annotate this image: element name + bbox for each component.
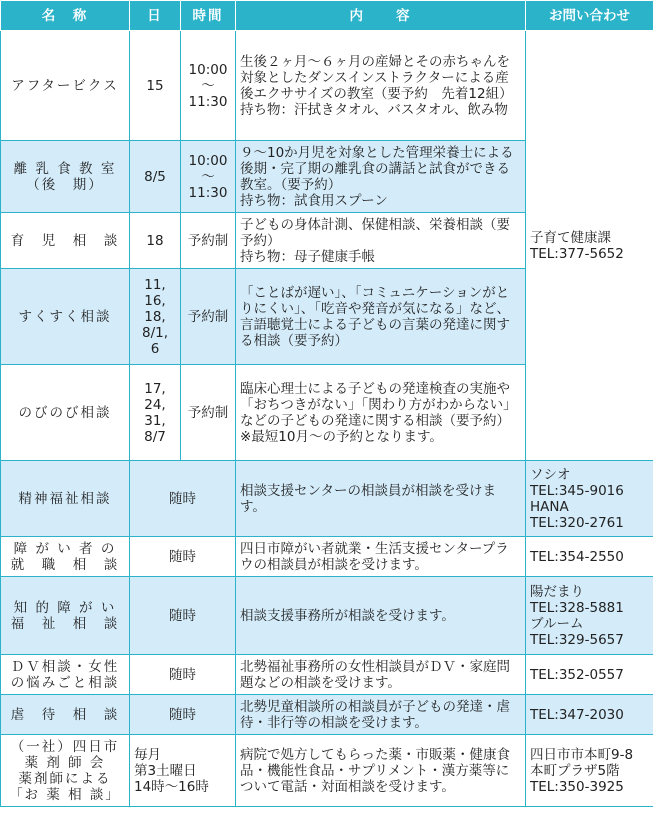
row-day: 17, 24, 31, 8/7 [130, 365, 181, 461]
row-day: 11, 16, 18, 8/1, 6 [130, 269, 181, 365]
row-when: 随時 [130, 695, 236, 735]
row-when: 随時 [130, 461, 236, 537]
row-name: すくすく相談 [1, 269, 130, 365]
row-contact: TEL:347-2030 [526, 695, 653, 735]
row-day: 15 [130, 31, 181, 141]
row-content: 北勢児童相談所の相談員が子どもの発達・虐待・非行等の相談を受けます。 [236, 695, 526, 735]
row-content: 臨床心理士による子どもの発達検査の実施や「おちつきがない」「関わり方がわからない」などの子どもの発達に関する相談（要予約） ※最短10月～の予約となります。 [236, 365, 526, 461]
table-row [1, 31, 653, 141]
header-name: 名 称 [1, 1, 130, 31]
table-row [1, 735, 653, 807]
row-name: 精神福祉相談 [1, 461, 130, 537]
row-name: 知 的 障 が い 福 祉 相 談 [1, 577, 130, 655]
row-name: （一社）四日市 薬 剤 師 会 薬剤師による 「お 薬 相 談」 [1, 735, 130, 807]
row-day: 18 [130, 213, 181, 269]
row-name: のびのび相談 [1, 365, 130, 461]
row-content: 北勢福祉事務所の女性相談員がＤＶ・家庭問題などの相談を受けます。 [236, 655, 526, 695]
row-name: ＤＶ相談・女性 の悩みごと相談 [1, 655, 130, 695]
row-time: 予約制 [181, 213, 236, 269]
row-name: 離 乳 食 教 室 （後 期） [1, 141, 130, 213]
row-content: 相談支援センターの相談員が相談を受けます。 [236, 461, 526, 537]
row-contact: TEL:354-2550 [526, 537, 653, 577]
row-time: 10:00 ～ 11:30 [181, 141, 236, 213]
header-row [1, 1, 653, 31]
row-contact: 陽だまり TEL:328-5881 ブルーム TEL:329-5657 [526, 577, 653, 655]
header-time: 時間 [181, 1, 236, 31]
row-contact: TEL:352-0557 [526, 655, 653, 695]
table-row [1, 461, 653, 537]
row-time: 予約制 [181, 365, 236, 461]
row-contact: 四日市市本町9-8 本町プラザ5階 TEL:350-3925 [526, 735, 653, 807]
row-content: ９～10か月児を対象とした管理栄養士による後期・完了期の離乳食の講話と試食ができる教室。（要予約） 持ち物：試食用スプーン [236, 141, 526, 213]
table-row [1, 537, 653, 577]
row-name: 虐 待 相 談 [1, 695, 130, 735]
row-when: 随時 [130, 537, 236, 577]
table-row [1, 655, 653, 695]
row-when: 随時 [130, 655, 236, 695]
row-when: 毎月 第3土曜日 14時～16時 [130, 735, 236, 807]
row-content: 生後２ヶ月～６ヶ月の産婦とその赤ちゃんを対象としたダンスインストラクターによる産後エクササイズの教室（要予約 先着12組） 持ち物：汗拭きタオル、バスタオル、飲み物 [236, 31, 526, 141]
row-day: 8/5 [130, 141, 181, 213]
row-time: 10:00 ～ 11:30 [181, 31, 236, 141]
row-content: 四日市障がい者就業・生活支援センタープラウの相談員が相談を受けます。 [236, 537, 526, 577]
row-content: 子どもの身体計測、保健相談、栄養相談（要予約） 持ち物：母子健康手帳 [236, 213, 526, 269]
header-content: 内 容 [236, 1, 526, 31]
row-time: 予約制 [181, 269, 236, 365]
header-day: 日 [130, 1, 181, 31]
table-row [1, 577, 653, 655]
row-content: 「ことばが遅い」、「コミュニケーションがとりにくい」、「吃音や発音が気になる」など、言語聴覚士による子どもの言葉の発達に関する相談（要予約） [236, 269, 526, 365]
row-name: アフタービクス [1, 31, 130, 141]
shared-contact: 子育て健康課 TEL:377-5652 [526, 31, 653, 461]
row-name: 障 が い 者 の 就 職 相 談 [1, 537, 130, 577]
row-content: 病院で処方してもらった薬・市販薬・健康食品・機能性食品・サプリメント・漢方薬等について電話・対面相談を受けます。 [236, 735, 526, 807]
row-contact: ソシオ TEL:345-9016 HANA TEL:320-2761 [526, 461, 653, 537]
row-when: 随時 [130, 577, 236, 655]
header-contact: お問い合わせ [526, 1, 653, 31]
table-row [1, 695, 653, 735]
row-content: 相談支援事務所が相談を受けます。 [236, 577, 526, 655]
row-name: 育 児 相 談 [1, 213, 130, 269]
